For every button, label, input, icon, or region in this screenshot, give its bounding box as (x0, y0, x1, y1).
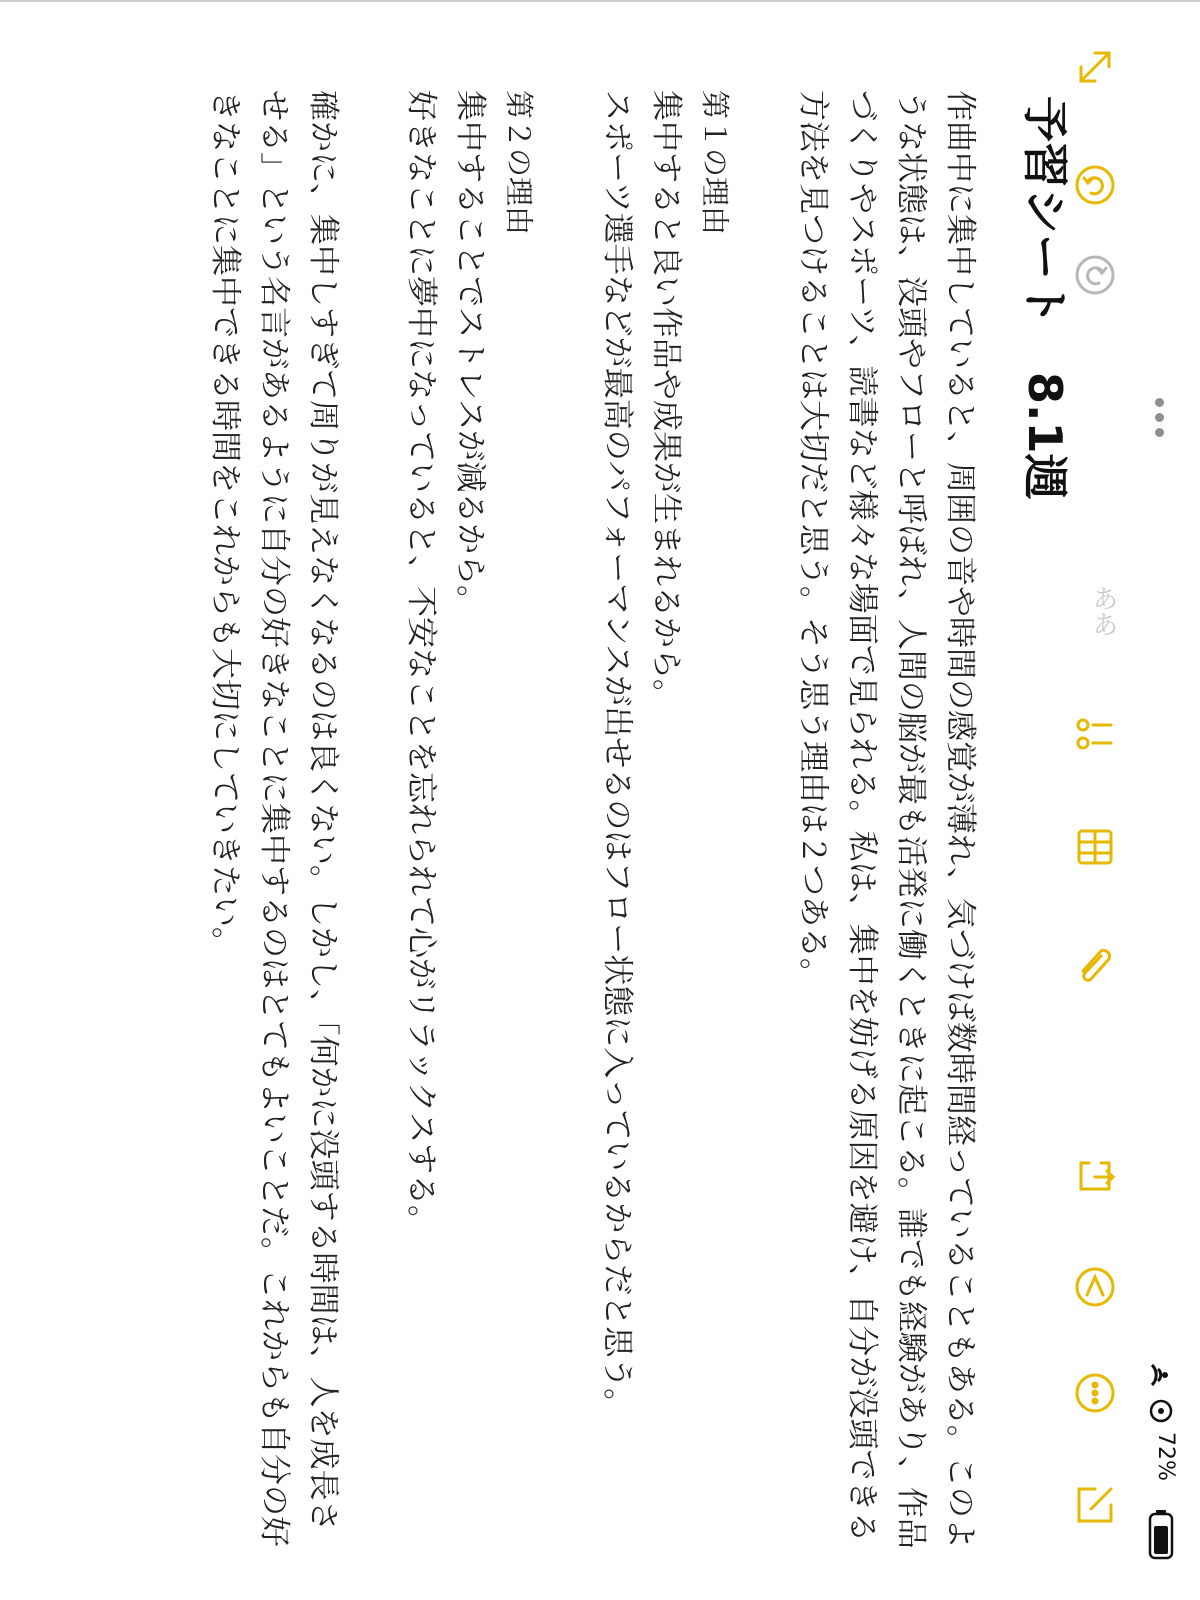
share-icon[interactable] (1070, 1150, 1120, 1200)
reason2-line1[interactable]: 集中することでストレスが減るから。 (452, 90, 488, 617)
format-button[interactable]: ああ (1088, 585, 1118, 637)
markup-icon[interactable] (1070, 1262, 1120, 1312)
attachment-icon[interactable] (1070, 938, 1120, 988)
compose-icon[interactable] (1070, 1480, 1120, 1530)
expand-icon[interactable] (1070, 42, 1120, 92)
redo-icon[interactable] (1070, 250, 1120, 300)
location-icon (1148, 1398, 1174, 1424)
wifi-icon (1146, 1360, 1176, 1390)
undo-icon[interactable] (1070, 160, 1120, 210)
spacer (739, 90, 788, 1550)
drag-handle-icon[interactable] (1152, 398, 1166, 442)
intro-paragraph[interactable]: 作曲中に集中していると、周囲の音や時間の感覚が薄れ、気づけば数時間経っていることもある。このような状態は、没頭やフローと呼ばれ、人間の脳が最も活発に働くときに起こる。誰でも経験があり、作品づくりやスポーツ、読書など様々な場面で見られる。私は、集中を妨げる原因を避け、自分が没頭できる方法を見つけることは大切だと思う。そう思う理由は２つある。 (795, 90, 978, 1549)
spacer (347, 90, 396, 1550)
checklist-icon[interactable] (1070, 710, 1120, 760)
battery-icon (1146, 1510, 1176, 1564)
battery-percentage: 72% (1153, 1432, 1178, 1481)
note-title[interactable]: 予習シート 8.1週 (1018, 96, 1072, 500)
reason1-line2[interactable]: スポーツ選手などが最高のパフォーマンスが出せるのはフロー状態に入っているからだと思う。 (599, 90, 635, 1420)
spacer (543, 90, 592, 1550)
table-icon[interactable] (1070, 822, 1120, 872)
more-icon[interactable] (1070, 1368, 1120, 1418)
note-body[interactable] (68, 90, 1072, 1550)
conclusion-paragraph[interactable]: 確かに、集中しすぎて周りが見えなくなるのは良くない。しかし、「何かに没頭する時間は、人を成長させる」という名言があるように自分の好きなことに集中するのはとてもよいことだ。これからも自分の好きなことに集中できる時間をこれからも大切にしていきたい。 (207, 90, 341, 1547)
reason2-line2[interactable]: 好きなことに夢中になっていると、不安なことを忘れられて心がリラックスする。 (403, 90, 439, 1237)
top-border (0, 0, 1200, 2)
reason1-line1[interactable]: 集中すると良い作品や成果が生まれるから。 (648, 90, 684, 710)
reason2-heading[interactable]: 第２の理由 (502, 90, 536, 236)
reason1-heading[interactable]: 第１の理由 (698, 90, 732, 236)
